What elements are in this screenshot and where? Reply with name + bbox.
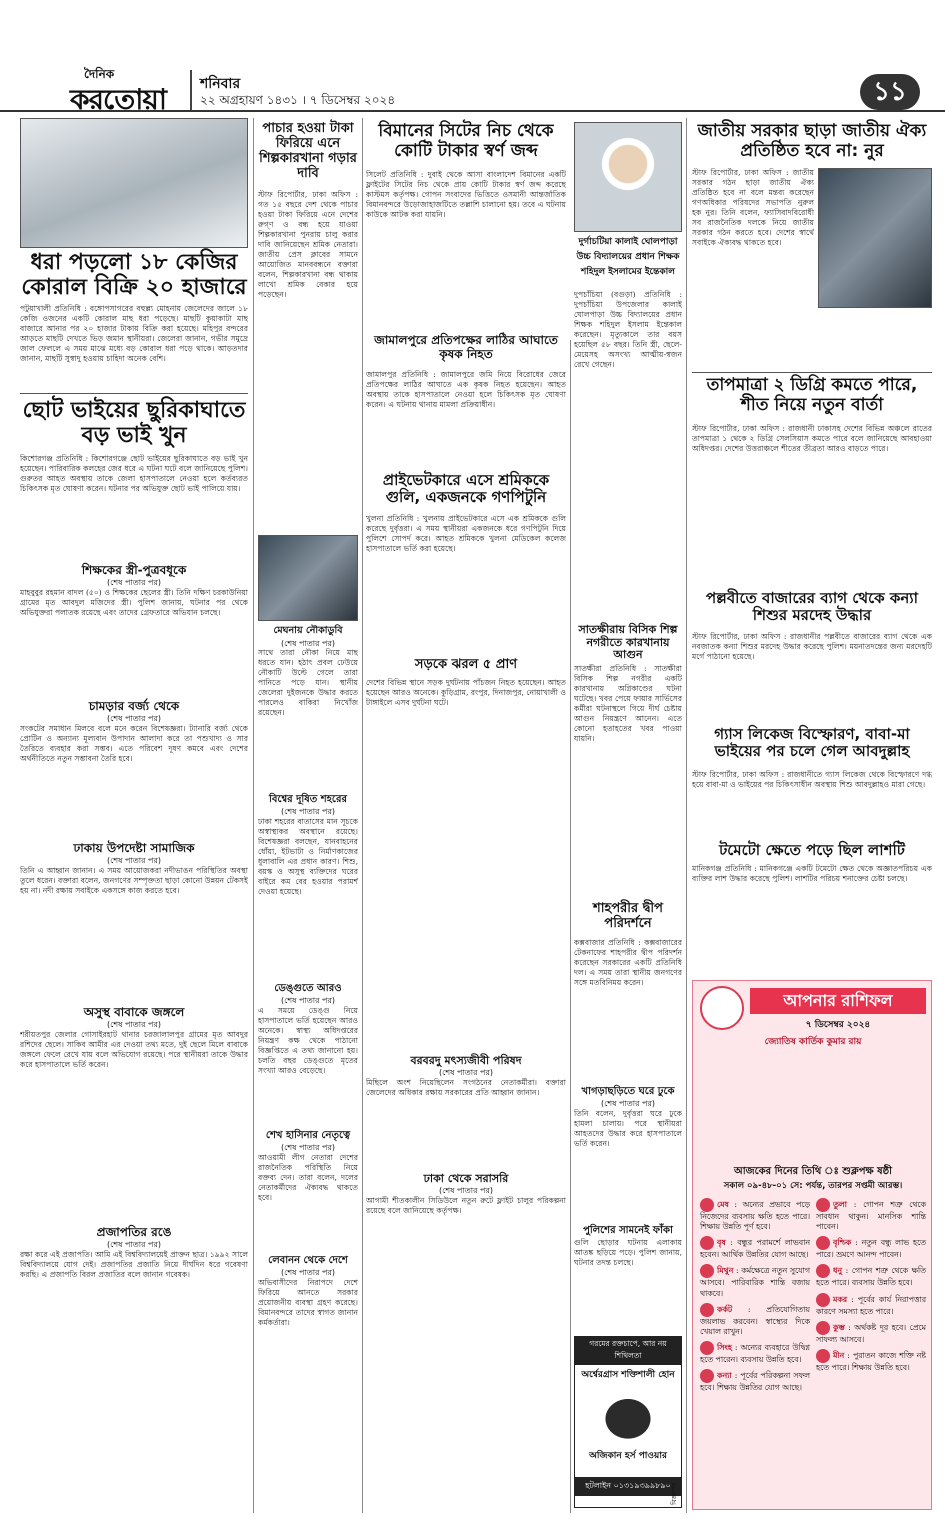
story-body: মানিকগঞ্জ প্রতিনিধি : মানিকগঞ্জে একটি টমেটো ক্ষেত থেকে অজ্ঞাতপরিচয় এক ব্যক্তির লাশ উদ্ধার করেছে পুলিশ। লাশটির পরিচয় শনাক্তের চেষ্টা চলছে। bbox=[692, 864, 932, 884]
ad-label: বিজ্ঞাপন bbox=[670, 1483, 678, 1505]
masthead-divider bbox=[190, 70, 192, 110]
story-body: জামালপুর প্রতিনিধি : জামালপুরে জমি নিয়ে বিরোধের জেরে প্রতিপক্ষের লাঠির আঘাতে এক কৃষক নিহত হয়েছেন। আহত অবস্থায় তাকে হাসপাতালে নেওয়া হলে চিকিৎসক মৃত ঘোষণা করেন। এ ঘটনায় থানায় মামলা প্রক্রিয়াধীন। bbox=[366, 370, 566, 410]
sign-aries: মেষ : অন্যের প্রভাবে পড়ে নিজেদের ব্যবসায় ক্ষতি হতে পারে। শিক্ষায় উন্নতি পূর্ণ হবে। bbox=[700, 1200, 810, 1232]
jump-body: আগামী শীতকালীন সিডিউলে নতুন রুটে ফ্লাইট চালুর পরিকল্পনা রয়েছে বলে জানিয়েছে কর্তৃপক্ষ। bbox=[366, 1196, 566, 1216]
libra-icon bbox=[816, 1198, 830, 1212]
jump-body: গুলি ছোড়ার ঘটনায় এলাকায় আতঙ্ক ছড়িয়ে পড়ে। পুলিশ জানায়, ঘটনার তদন্ত চলছে। bbox=[574, 1238, 682, 1268]
story-body: স্টাফ রিপোর্টার, ঢাকা অফিস : রাজধানীতে গ্যাস লিকেজ থেকে বিস্ফোরণে দগ্ধ হয়ে বাবা-মা ও ভাইয়ের পর চিকিৎসাধীন অবস্থায় শিশু আবদুল্লাহও মারা গেছে। bbox=[692, 770, 932, 790]
lead-headline: বিমানের সিটের নিচ থেকে কোটি টাকার স্বর্ণ জব্দ bbox=[378, 121, 554, 161]
story-headline: শাহপরীর দ্বীপ পরিদর্শনে bbox=[593, 901, 663, 931]
jump-body: মাহবুবুর রহমান বাদল (৫০) ও শিক্ষকের ছেলের স্ত্রী। তিনি দক্ষিণ চরকাউনিয়া গ্রামের মৃত আবদুল মজিদের স্ত্রী। পুলিশ জানায়, ঘটনার পর থেকে অভিযুক্তরা পলাতক রয়েছে এবং তাদের গ্রেফতারে অভিযান চলছে। bbox=[20, 588, 248, 618]
aries-icon bbox=[700, 1198, 714, 1212]
jump-note: (শেষ পাতার পর) bbox=[280, 1268, 336, 1277]
jump-headline: প্রজাপতির রঙে bbox=[96, 1225, 172, 1239]
jump-headline: চামড়ার বর্জ্য থেকে bbox=[88, 699, 180, 713]
lead-article-body: স্টাফ রিপোর্টার, ঢাকা অফিস : জাতীয় সরকার গঠন ছাড়া জাতীয় ঐক্য প্রতিষ্ঠিত হবে না বলে মন্তব্য করেছেন গণঅধিকার পরিষদের সভাপতি নুরুল হক নুর। তিনি বলেন, ফ্যাসিবাদবিরোধী সব রাজনৈতিক দলকে নিয়ে জাতীয় সরকার গঠন করতে হবে। দেশের স্বার্থে সবাইকে ঐক্যবদ্ধ থাকতে হবে। bbox=[692, 168, 814, 248]
teacher-portrait-photo bbox=[574, 122, 682, 232]
story-headline: সাতক্ষীরায় বিসিক শিল্প নগরীতে কারখানায় আগুন bbox=[578, 623, 678, 662]
lead-headline: জাতীয় সরকার ছাড়া জাতীয় ঐক্য প্রতিষ্ঠিত হবে না: নুর bbox=[697, 121, 927, 161]
newspaper-logo: করতোয়া bbox=[70, 83, 166, 116]
story-headline: পাচার হওয়া টাকা ফিরিয়ে এনে শিল্পকারখানা গড়ার দাবি bbox=[259, 121, 357, 181]
story-headline: সড়কে ঝরল ৫ প্রাণ bbox=[414, 657, 518, 672]
advertisement bbox=[574, 1336, 682, 1508]
jump-body: শরীয়তপুর জেলার গোসাইরহাট থানার চরজালালপুর গ্রামের মৃত আবদুর রশিদের ছেলে। সাকিব আমীর এর দেওয়া তথ্য মতে, দুই ছেলে মিলে বাবাকে জঙ্গলে ফেলে রেখে যায় বলে অভিযোগ রয়েছে। পরে স্থানীয়রা তাকে উদ্ধার করে হাসপাতালে ভর্তি করেন। bbox=[20, 1030, 248, 1070]
ad-tagline: গরমের রক্তচাপে, আর নয় শিথিলতা bbox=[575, 1337, 681, 1365]
story-body: সাথে তারা নৌকা নিয়ে মাছ ধরতে যান। হঠাৎ প্রবল ঢেউয়ে নৌকাটি উল্টে গেলে তারা পানিতে পড়ে যান। স্থানীয় জেলেরা দুইজনকে উদ্ধার করতে পারলেও বাকিরা নিখোঁজ রয়েছেন। bbox=[258, 648, 358, 718]
story-headline: ছোট ভাইয়ের ছুরিকাঘাতে বড় ভাই খুন bbox=[22, 398, 246, 449]
lead-headline: ধরা পড়লো ১৮ কেজির কোরাল বিক্রি ২০ হাজারে bbox=[21, 250, 247, 301]
jump-headline: ঢাকায় উপদেষ্টা সামাজিক bbox=[73, 841, 195, 855]
column-divider bbox=[253, 118, 254, 1513]
sign-taurus: বৃষ : বন্ধুর পরামর্শে লাভবান হবেন। আর্থিক উন্নতির যোগ আছে। bbox=[700, 1238, 810, 1260]
sign-aquarius: কুম্ভ : অর্থকষ্ট দূর হবে। প্রেমে সাফল্য আসবে। bbox=[816, 1322, 926, 1344]
virgo-icon bbox=[700, 1369, 714, 1383]
jump-note: (শেষ পাতার পর) bbox=[106, 714, 162, 723]
jump-note: (শেষ পাতার পর) bbox=[106, 856, 162, 865]
story-body: খুলনা প্রতিনিধি : খুলনায় প্রাইভেটকারে এসে এক শ্রমিককে গুলি করেছে দুর্বৃত্তরা। এ সময় স্থানীয়রা একজনকে ধরে গণপিটুনি দিয়ে পুলিশে সোপর্দ করে। আহত শ্রমিককে খুলনা মেডিকেল কলেজ হাসপাতালে ভর্তি করা হয়েছে। bbox=[366, 514, 566, 554]
sign-virgo: কন্যা : পূর্বের পরিকল্পনা সফল হবে। শিক্ষায় উন্নতির যোগ আছে। bbox=[700, 1371, 810, 1392]
story-body: কক্সবাজার প্রতিনিধি : কক্সবাজারের টেকনাফের শাহপরীর দ্বীপ পরিদর্শন করেছেন সরকারের একটি প্রতিনিধি দল। এ সময় তারা স্থানীয় জনগণের সঙ্গে মতবিনিময় করেন। bbox=[574, 938, 682, 988]
story-headline: প্রাইভেটকারে এসে শ্রমিককে গুলি, একজনকে গণপিটুনি bbox=[382, 471, 550, 507]
scorpio-icon bbox=[816, 1236, 830, 1250]
story-headline: জামালপুরে প্রতিপক্ষের লাঠির আঘাতে কৃষক নিহত bbox=[374, 333, 558, 361]
jump-headline: ঢাকা থেকে সরাসরি bbox=[423, 1172, 509, 1185]
sign-cancer: কর্কট : প্রতিযোগিতায় জয়লাভ করবেন। স্বাস্থ্যের দিকে খেয়াল রাখুন। bbox=[700, 1304, 810, 1336]
column-divider bbox=[570, 340, 571, 1513]
jump-note: (শেষ পাতার পর) bbox=[280, 1143, 336, 1152]
page-number-badge: ১১ bbox=[860, 74, 920, 110]
jump-note: (শেষ পাতার পর) bbox=[280, 639, 336, 648]
jump-headline: অসুস্থ বাবাকে জঙ্গলে bbox=[83, 1005, 185, 1019]
horse-logo-icon bbox=[593, 1388, 663, 1444]
jump-note: (শেষ পাতার পর) bbox=[106, 1020, 162, 1029]
tithi: আজকের দিনের তিথি ঃ শুক্লপক্ষ ষষ্ঠী bbox=[733, 1166, 893, 1177]
rally-photo bbox=[818, 168, 932, 308]
jump-body: ঢাকা শহরের বাতাসের মান সূচকে অস্বাস্থ্যকর অবস্থানে রয়েছে। বিশেষজ্ঞরা বলছেন, যানবাহনের ধোঁয়া, ইটভাটা ও নির্মাণকাজের ধুলাবালি এর প্রধান কারণ। শিশু, বয়স্ক ও অসুস্থ ব্যক্তিদের ঘরের বাইরে কম বের হওয়ার পরামর্শ দেওয়া হয়েছে। bbox=[258, 817, 358, 897]
jump-headline: ডেঙ্গুতে আরও bbox=[274, 983, 342, 994]
story-body: সাতক্ষীরা প্রতিনিধি : সাতক্ষীরা বিসিক শিল্প নগরীর একটি কারখানায় অগ্নিকাণ্ডের ঘটনা ঘটেছে। খবর পেয়ে ফায়ার সার্ভিসের কর্মীরা ঘটনাস্থলে গিয়ে দীর্ঘ চেষ্টায় আগুন নিয়ন্ত্রণে আনেন। এতে কোনো হতাহতের খবর পাওয়া যায়নি। bbox=[574, 664, 682, 744]
lead-article-body: সিলেট প্রতিনিধি : দুবাই থেকে আসা বাংলাদেশ বিমানের একটি ফ্লাইটের সিটের নিচ থেকে প্রায় কোটি টাকার স্বর্ণ জব্দ করেছে কাস্টমস কর্তৃপক্ষ। গোপন সংবাদের ভিত্তিতে ওসমানী আন্তর্জাতিক বিমানবন্দরে উড়োজাহাজটিতে তল্লাশি চালানো হয়। তবে এ ঘটনায় কাউকে আটক করা যায়নি। bbox=[366, 170, 566, 220]
brand-prefix: দৈনিক bbox=[84, 67, 115, 81]
pisces-icon bbox=[816, 1349, 830, 1363]
jump-body: তিনি বলেন, দুর্বৃত্তরা ঘরে ঢুকে হামলা চালায়। পরে স্থানীয়রা আহতদের উদ্ধার করে হাসপাতালে ভর্তি করেন। bbox=[574, 1109, 682, 1149]
cancer-icon bbox=[700, 1303, 714, 1317]
jump-body: অভিবাসীদের নিরাপদে দেশে ফিরিয়ে আনতে সরকার প্রয়োজনীয় ব্যবস্থা গ্রহণ করেছে। বিমানবন্দরে তাদের স্বাগত জানান কর্মকর্তারা। bbox=[258, 1278, 358, 1328]
jump-note: (শেষ পাতার পর) bbox=[106, 1240, 162, 1249]
fish-photo bbox=[20, 118, 248, 248]
obituary-body: দুপচাঁচিয়া (বগুড়া) প্রতিনিধি : দুপচাঁচিয়া উপজেলার কালাই ঘোলপাড়া উচ্চ বিদ্যালয়ের প্রধান শিক্ষক শহিদুল ইসলাম ইন্তেকাল করেছেন। মৃত্যুকালে তার বয়স হয়েছিল ৫৮ বছর। তিনি স্ত্রী, ছেলে-মেয়েসহ অসংখ্য আত্মীয়-স্বজন রেখে গেছেন। bbox=[574, 290, 682, 370]
jump-body: মিছিলে অংশ নিয়েছিলেন সংগঠনের নেতাকর্মীরা। বক্তারা জেলেদের অধিকার রক্ষায় সরকারের প্রতি আহ্বান জানান। bbox=[366, 1078, 566, 1098]
story-body: স্টাফ রিপোর্টার, ঢাকা অফিস : রাজধানী ঢাকাসহ দেশের বিভিন্ন অঞ্চলে রাতের তাপমাত্রা ১ থেকে ২ ডিগ্রি সেলসিয়াস কমতে পারে বলে জানিয়েছে আবহাওয়া অধিদপ্তর। দেশের উত্তরাঞ্চলে শীতের তীব্রতা আরও বাড়তে পারে। bbox=[692, 424, 932, 454]
signs-left-column bbox=[700, 1198, 810, 1397]
jump-headline: শিক্ষকের স্ত্রী-পুত্রবধূকে bbox=[81, 563, 187, 577]
sign-leo: সিংহ : অন্যের ব্যবহারে উদ্বিগ্ন হতে পারেন। ব্যবসায় উন্নতি হবে। bbox=[700, 1342, 810, 1364]
leo-icon bbox=[700, 1341, 714, 1355]
jump-note: (শেষ পাতার পর) bbox=[280, 996, 336, 1005]
jump-note: (শেষ পাতার পর) bbox=[438, 1186, 494, 1195]
horoscope-date: ৭ ডিসেম্বর ২০২৪ bbox=[805, 1020, 871, 1030]
column-divider bbox=[362, 118, 363, 1513]
sign-scorpio: বৃশ্চিক : নতুন বন্ধু লাভ হতে পারে। ভ্রমণে আনন্দ পাবেন। bbox=[816, 1238, 926, 1260]
story-body: স্টাফ রিপোর্টার, ঢাকা অফিস : গত ১৫ বছরে দেশ থেকে পাচার হওয়া টাকা ফিরিয়ে এনে দেশের রুগ্ণ ও বন্ধ হয়ে যাওয়া শিল্পকারখানা পুনরায় চালু করার দাবি জানিয়েছেন শ্রমিক নেতারা। জাতীয় প্রেস ক্লাবের সামনে আয়োজিত মানববন্ধনে বক্তারা বলেন, শিল্পকারখানা বন্ধ থাকায় লাখো শ্রমিক বেকার হয়ে পড়েছেন। bbox=[258, 190, 358, 300]
sign-sagittarius: ধনু : গোপন শত্রু থেকে ক্ষতি হতে পারে। ব্যবসায় উন্নতি হবে। bbox=[816, 1266, 926, 1288]
jump-body: এ সময়ে ডেঙ্গু নিয়ে হাসপাতালে ভর্তি হয়েছেন আরও অনেকে। স্বাস্থ্য অধিদপ্তরের নিয়ন্ত্রণ কক্ষ থেকে পাঠানো বিজ্ঞপ্তিতে এ তথ্য জানানো হয়। চলতি বছর ডেঙ্গুতে মৃতের সংখ্যা আরও বেড়েছে। bbox=[258, 1006, 358, 1076]
ad-slogan: অর্শ্বেরগ্রাস শক্তিশালী হোন bbox=[581, 1370, 675, 1380]
jump-note: (শেষ পাতার পর) bbox=[280, 807, 336, 816]
tithi-time: সকাল ০৯-৪৮-০১ সে: পর্যন্ত, তারপর সপ্তমী আরম্ভ। bbox=[723, 1181, 903, 1191]
taurus-icon bbox=[700, 1236, 714, 1250]
column-divider bbox=[686, 118, 687, 1513]
ad-product: অজিকান হর্স পাওয়ার bbox=[589, 1451, 667, 1461]
horoscope-title: আপনার রাশিফল bbox=[750, 988, 926, 1014]
aquarius-icon bbox=[816, 1321, 830, 1335]
jump-headline: খাগড়াছড়িতে ঘরে ঢুকে bbox=[581, 1086, 675, 1097]
divider bbox=[20, 393, 248, 394]
jump-headline: বরবরদু মৎস্যজীবী পরিষদ bbox=[410, 1054, 522, 1067]
ad-phone: হটলাইন ০১৩১৯৩৯৯৮৯০ bbox=[575, 1477, 681, 1496]
jump-headline: পুলিশের সামনেই ফাঁকা bbox=[583, 1225, 673, 1236]
jump-body: সংকটের সমাধান মিলবে বলে মনে করেন বিশেষজ্ঞরা। ট্যানারি বর্জ্য থেকে প্রোটিন ও অন্যান্য মূল্যবান উপাদান আলাদা করে তা পশুখাদ্য ও সার তৈরিতে ব্যবহার করা সম্ভব। এতে পরিবেশ দূষণ কমবে এবং দেশের অর্থনীতিতে নতুন সম্ভাবনা তৈরি হবে। bbox=[20, 724, 248, 764]
jump-headline: লেবানন থেকে দেশে bbox=[268, 1255, 348, 1266]
photo-caption: মেঘনায় নৌকাডুবি bbox=[273, 625, 343, 636]
horoscope-author: জ্যোতিষ কার্তিক কুমার রায় bbox=[764, 1037, 862, 1047]
story-body: কিশোরগঞ্জ প্রতিনিধি : কিশোরগঞ্জে ছোট ভাইয়ের ছুরিকাঘাতে বড় ভাই খুন হয়েছেন। পারিবারিক কলহের জের ধরে এ ঘটনা ঘটে বলে জানিয়েছে পুলিশ। গুরুতর আহত অবস্থায় তাকে জেলা হাসপাতালে নেওয়া হলে কর্তব্যরত চিকিৎসক মৃত ঘোষণা করেন। ঘটনার পর অভিযুক্ত ছোট ভাই পালিয়ে যায়। bbox=[20, 454, 248, 494]
zodiac-wheel-icon bbox=[700, 986, 744, 1030]
jump-headline: শেখ হাসিনার নেতৃত্বে bbox=[265, 1130, 351, 1141]
signs-right-column bbox=[816, 1198, 926, 1377]
divider bbox=[692, 372, 932, 373]
boat-accident-photo bbox=[258, 535, 358, 621]
jump-note: (শেষ পাতার পর) bbox=[600, 1099, 656, 1108]
story-body: দেশের বিভিন্ন স্থানে সড়ক দুর্ঘটনায় পাঁচজন নিহত হয়েছেন। আহত হয়েছেন আরও অনেকে। কুড়িগ্রাম, রংপুর, দিনাজপুর, নোয়াখালী ও টাঙ্গাইলে এসব দুর্ঘটনা ঘটে। bbox=[366, 678, 566, 708]
jump-note: (শেষ পাতার পর) bbox=[438, 1068, 494, 1077]
jump-body: তিনি এ আহ্বান জানান। এ সময় আয়োজকরা নদীভাঙন পরিস্থিতির অবস্থা তুলে ধরেন। বক্তারা বলেন, জনগণের সম্পৃক্ততা ছাড়া কোনো উন্নয়ন টেকসই হয় না। নদী রক্ষায় সবাইকে একসঙ্গে কাজ করতে হবে। bbox=[20, 866, 248, 896]
gemini-icon bbox=[700, 1264, 714, 1278]
story-headline: তাপমাত্রা ২ ডিগ্রি কমতে পারে, শীত নিয়ে নতুন বার্তা bbox=[706, 375, 918, 415]
lead-article-body: পটুয়াখালী প্রতিনিধি : বঙ্গোপসাগরের বহুল্ল্য মোহনায় জেলেদের জালে ১৮ কেজি ওজনের একটি কোরাল মাছ ধরা পড়েছে। মাছটি কুয়াকাটা মাছ বাজারে আনার পর ২০ হাজার টাকায় বিক্রি করা হয়েছে। মহিপুর বন্দরের আড়তে মাছটি দেখতে ভিড় জমান স্থানীয়রা। জেলেরা জানান, গভীর সমুদ্রে জাল ফেললে এ সময় মাঝে মধ্যে বড় কোরাল ধরা পড়ে থাকে। আড়তদার জানান, মাছটি সুস্বাদু হওয়ায় চাহিদা অনেক বেশি। bbox=[20, 304, 248, 364]
jump-body: রক্ষা করে এই প্রজাপতি। আমি এই বিশ্ববিদ্যালয়েই প্রাক্তন ছাত্র। ১৯৯২ সালে বিশ্ববিদ্যালয়ে যোগ দেই। প্রজাপতির প্রজাতি নিয়ে দীর্ঘদিন ধরে গবেষণা করছি। এ প্রজাপতি বিরল প্রজাতির বলে জানান গবেষক। bbox=[20, 1250, 248, 1280]
story-headline: পল্লবীতে বাজারের ব্যাগ থেকে কন্যা শিশুর মরদেহ উদ্ধার bbox=[705, 589, 918, 625]
jump-note: (শেষ পাতার পর) bbox=[106, 578, 162, 587]
story-body: স্টাফ রিপোর্টার, ঢাকা অফিস : রাজধানীর পল্লবীতে বাজারের ব্যাগ থেকে এক নবজাতক কন্যা শিশুর মরদেহ উদ্ধার করেছে পুলিশ। ময়নাতদন্তের জন্য মরদেহটি মর্গে পাঠানো হয়েছে। bbox=[692, 632, 932, 662]
sign-capricorn: মকর : পূর্বের কার্য নিরাপত্তার কারণে সমস্যা হতে পারে। bbox=[816, 1294, 926, 1316]
story-headline: গ্যাস লিকেজ বিস্ফোরণ, বাবা-মা ভাইয়ের পর চলে গেল আবদুল্লাহ bbox=[714, 725, 910, 761]
masthead-day: শনিবার bbox=[200, 76, 241, 92]
portrait-caption: দুর্গাচটিয়া কালাই ঘোলপাড়া উচ্চ বিদ্যালয়ের প্রধান শিক্ষক শহিদুল ইসলামের ইন্তেকাল bbox=[576, 237, 680, 277]
jump-body: আওয়ামী লীগ নেতারা দেশের রাজনৈতিক পরিস্থিতি নিয়ে বক্তব্য দেন। তারা বলেন, দলের নেতাকর্মীদের ঐক্যবদ্ধ থাকতে হবে। bbox=[258, 1153, 358, 1203]
sagittarius-icon bbox=[816, 1264, 830, 1278]
capricorn-icon bbox=[816, 1293, 830, 1307]
sign-gemini: মিথুন : কর্মক্ষেত্রে নতুন সুযোগ আসবে। পারিবারিক শান্তি বজায় থাকবে। bbox=[700, 1266, 810, 1298]
jump-headline: বিশ্বের দূষিত শহরের bbox=[269, 794, 347, 805]
masthead-date: ২২ অগ্রহায়ণ ১৪৩১ । ৭ ডিসেম্বর ২০২৪ bbox=[200, 93, 396, 107]
sign-pisces: মীন : পুরাতন কাজে শক্তি নষ্ট হতে পারে। শিক্ষায় উন্নতি হবে। bbox=[816, 1350, 926, 1372]
story-headline: টমেটো ক্ষেতে পড়ে ছিল লাশটি bbox=[719, 841, 905, 859]
sign-libra: তুলা : গোপন শত্রু থেকে সাবধান থাকুন। মানসিক শান্তি পাবেন। bbox=[816, 1200, 926, 1232]
